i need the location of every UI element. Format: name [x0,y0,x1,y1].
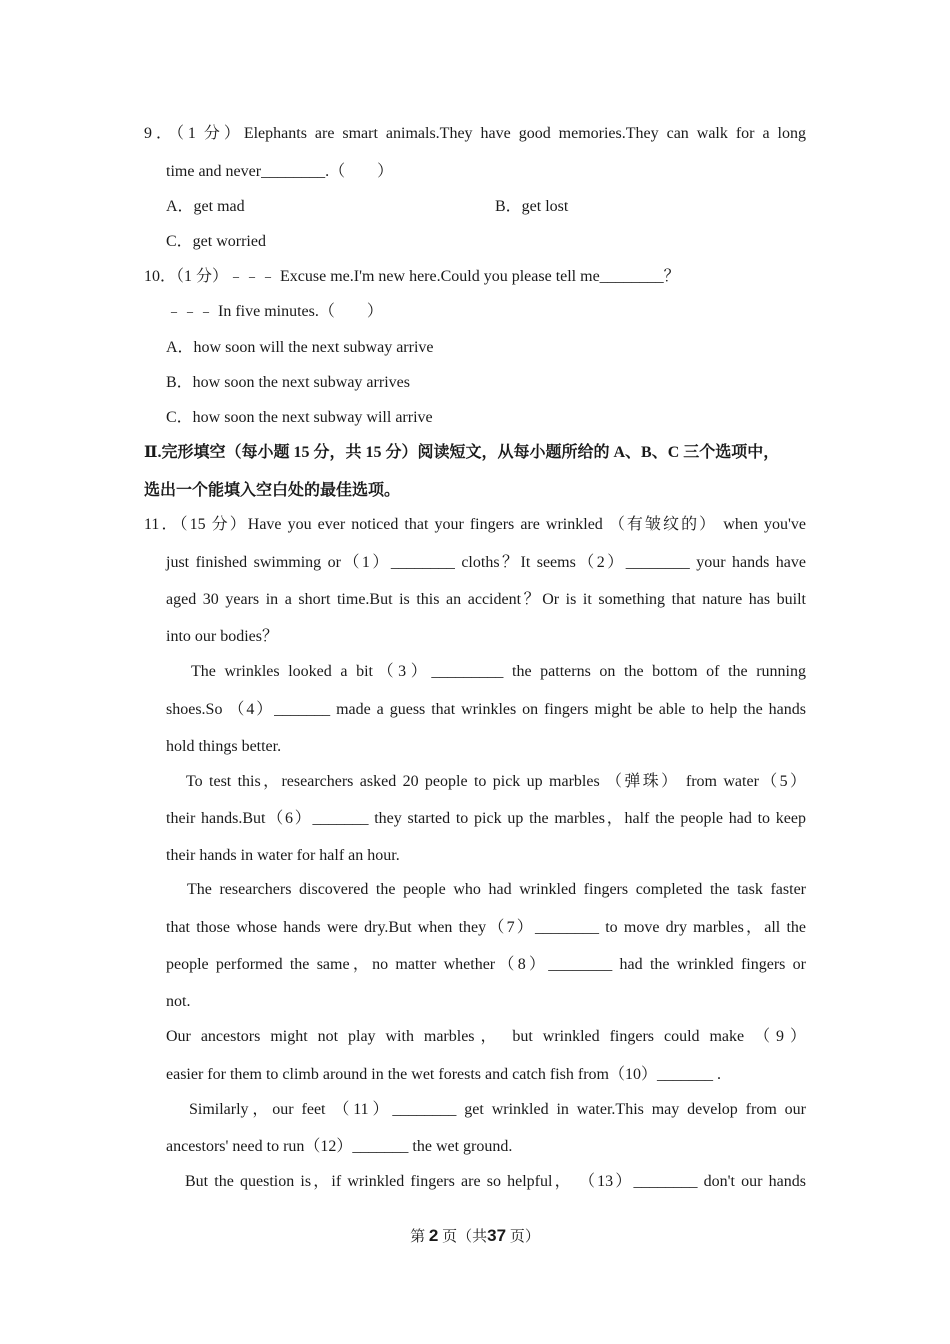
footer-prefix: 第 [410,1229,426,1245]
passage-line: easier for them to climb around in the wet forests and catch fish from（10）_______ . [166,1066,721,1083]
passage-line: But the question is，if wrinkled fingers are so helpful， （13）________ don't our hands [185,1173,806,1190]
q9-stem-line1: 9．（1 分）Elephants are smart animals.They have good memories.They can walk for a long [144,125,806,142]
passage-line: Similarly，our feet （11）________ get wrinkled in water.This may develop from our [189,1101,806,1118]
passage-line: To test this，researchers asked 20 people to pick up marbles （弹珠） from water（5） [186,773,806,790]
passage-line: Our ancestors might not play with marbles， but wrinkled fingers could make （9） [166,1028,806,1045]
passage-line: not. [166,993,191,1010]
passage-line: their hands in water for half an hour. [166,847,400,864]
q10-option-c: C．how soon the next subway will arrive [166,409,433,426]
q10-stem-line2: ﹣﹣﹣ In five minutes.（ ） [166,303,383,320]
footer-suffix: 页） [509,1229,540,1245]
page-footer [0,1226,950,1247]
passage-line: The wrinkles looked a bit（3）_________ the patterns on the bottom of the running [191,663,806,680]
footer-middle: 页（共 [442,1229,488,1245]
passage-line: shoes.So （4）_______ made a guess that wrinkles on fingers might be able to help the hands [166,701,806,718]
passage-line: The researchers discovered the people who had wrinkled fingers completed the task faster [187,881,806,898]
passage-line: just finished swimming or（1）________ cloths？It seems（2）________ your hands have [166,554,806,571]
q9-option-c: C．get worried [166,233,266,250]
section-heading-line2: 选出一个能填入空白处的最佳选项。 [144,482,401,499]
passage-line: hold things better. [166,738,282,755]
q9-stem-line2: time and never________.（ ） [166,163,394,180]
footer-total-pages: 37 [487,1226,507,1245]
passage-line: into our bodies？ [166,628,278,645]
section-heading-line1: Ⅱ.完形填空（每小题 15 分，共 15 分）阅读短文，从每小题所给的 A、B、C 三个选项中， [144,444,780,461]
q9-option-a: A．get mad [166,198,245,215]
passage-line: their hands.But（6）_______ they started to pick up the marbles，half the people had to keep [166,810,806,827]
q10-stem-line1: 10．（1 分）﹣﹣﹣ Excuse me.I'm new here.Could you please tell me________？ [144,268,680,285]
q9-option-b: B．get lost [495,198,569,215]
passage-line: aged 30 years in a short time.But is this an accident？Or is it something that nature has built [166,591,806,608]
footer-page-number: 2 [428,1226,439,1245]
passage-line: people performed the same，no matter whether（8）________ had the wrinkled fingers or [166,956,806,973]
passage-line: ancestors' need to run（12）_______ the wet ground. [166,1138,513,1155]
passage-line: 11．（15 分）Have you ever noticed that your fingers are wrinkled （有皱纹的） when you've [144,516,806,533]
passage-line: that those whose hands were dry.But when they（7）________ to move dry marbles，all the [166,919,806,936]
q10-option-a: A．how soon will the next subway arrive [166,339,434,356]
q10-option-b: B．how soon the next subway arrives [166,374,410,391]
